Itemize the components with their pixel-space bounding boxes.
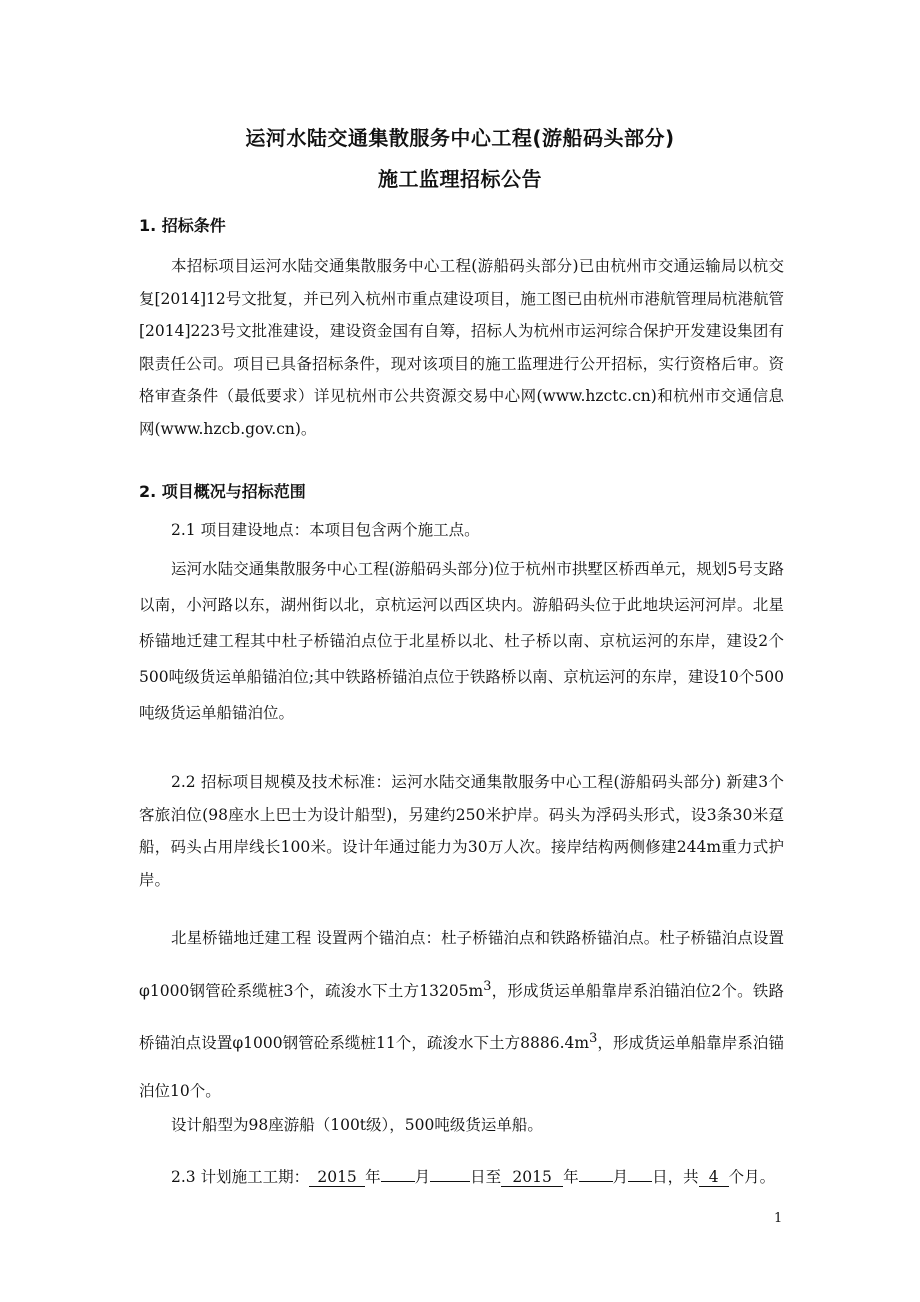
end-day-blank (628, 1181, 652, 1182)
month-unit-2: 月 (612, 1168, 629, 1186)
section2-heading: 2. 项目概况与招标范围 (139, 482, 306, 501)
section2-2-paragraph: 2.2 招标项目规模及技术标准：运河水陆交通集散服务中心工程(游船码头部分) 新建3个客旅泊位(98座水上巴士为设计船型)，另建约250米护岸。码头为浮码头形式，设3条30米趸船，码头占用岸线长100米。设计年通过能力为30万人次。接岸结构两侧修建244m重力式护岸。 (139, 773, 784, 889)
day-to-text: 日至 (470, 1168, 502, 1186)
ship-type-line: 设计船型为98座游船（100t级），500吨级货运单船。 (171, 1116, 543, 1134)
start-month-blank (381, 1181, 415, 1182)
document-title-line1: 运河水陆交通集散服务中心工程(游船码头部分) (245, 126, 675, 150)
anchorage-text-c: ，形成货运单船靠岸系泊锚泊位10个。 (139, 1034, 784, 1100)
superscript-3-b: 3 (589, 1031, 598, 1047)
month-unit-1: 月 (414, 1168, 431, 1186)
location-text: 运河水陆交通集散服务中心工程(游船码头部分)位于杭州市拱墅区桥西单元，规划5号支路以南，小河路以东，湖州街以北，京杭运河以西区块内。游船码头位于此地块运河河岸。北星桥锚地迁建工程其中杜子桥锚泊点位于北星桥以北、杜子桥以南、京杭运河的东岸，建设2个500吨级货运单船锚泊位;其中铁路桥锚泊点位于铁路桥以南、京杭运河的东岸，建设10个500吨级货运单船锚泊位。 (139, 560, 784, 722)
end-month-blank (579, 1181, 613, 1182)
end-year-blank: 2015 (501, 1168, 563, 1187)
anchorage-text-a: 北星桥锚地迁建工程 设置两个锚泊点：杜子桥锚泊点和铁路桥锚泊点。杜子桥锚泊点设置φ1000钢管砼系缆桩3个，疏浚水下土方13205m (139, 929, 784, 1000)
location-paragraph (139, 551, 784, 731)
page-number: 1 (774, 1211, 783, 1226)
anchorage-paragraph (139, 915, 784, 1115)
start-day-blank (430, 1181, 470, 1182)
document-title-line2: 施工监理招标公告 (378, 167, 542, 191)
section1-paragraph: 本招标项目运河水陆交通集散服务中心工程(游船码头部分)已由杭州市交通运输局以杭交复[2014]12号文批复，并已列入杭州市重点建设项目，施工图已由杭州市港航管理局杭港航管[2014]223号文批准建设，建设资金国有自筹，招标人为杭州市运河综合保护开发建设集团有限责任公司。项目已具备招标条件，现对该项目的施工监理进行公开招标，实行资格后审。资格审查条件（最低要求）详见杭州市公共资源交易中心网(www.hzctc.cn)和杭州市交通信息网(www.hzcb.gov.cn)。 (139, 257, 784, 438)
total-post-text: 个月。 (728, 1168, 776, 1186)
schedule-label: 2.3 计划施工工期： (171, 1168, 310, 1186)
superscript-3-a: 3 (483, 978, 492, 994)
section2-1-paragraph: 2.1 项目建设地点：本项目包含两个施工点。 (171, 521, 480, 539)
year-unit-1: 年 (365, 1168, 381, 1186)
section1-heading: 1. 招标条件 (139, 216, 226, 235)
section2-3-line (171, 1165, 775, 1187)
anchorage-text-b: ，形成货运单船靠岸系泊锚泊位2个。铁路桥锚泊点设置φ1000钢管砼系缆桩11个，疏浚水下土方8886.4m (139, 981, 784, 1053)
start-year-blank: 2015 (309, 1168, 365, 1187)
year-unit-2: 年 (563, 1168, 579, 1186)
total-pre-text: 日，共 (652, 1168, 699, 1186)
total-months-blank: 4 (699, 1168, 729, 1187)
